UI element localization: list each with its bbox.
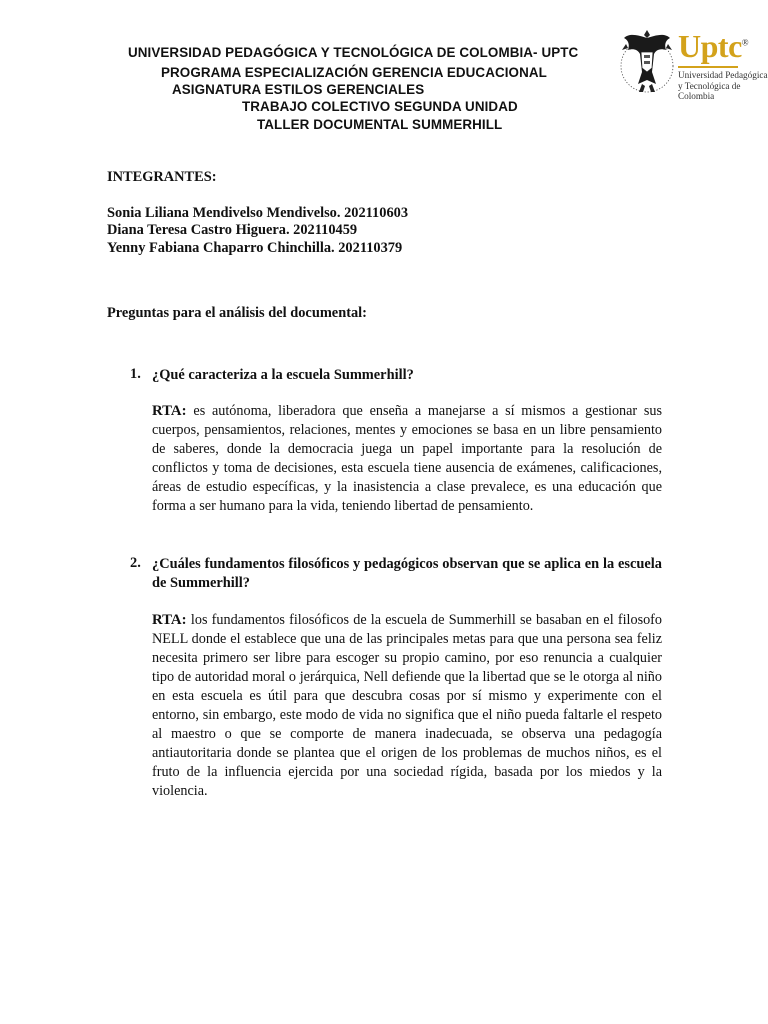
members-heading: INTEGRANTES: (107, 169, 217, 185)
eagle-seal-icon (618, 22, 676, 102)
member-2: Diana Teresa Castro Higuera. 202110459 (107, 222, 358, 238)
answer-1 (152, 402, 662, 516)
course-name: ASIGNATURA ESTILOS GERENCIALES (172, 82, 425, 97)
workshop-title: TALLER DOCUMENTAL SUMMERHILL (257, 117, 503, 132)
work-title: TRABAJO COLECTIVO SEGUNDA UNIDAD (242, 99, 518, 114)
uptc-logo (618, 22, 768, 102)
brand-text: Uptc (678, 28, 742, 64)
member-1: Sonia Liliana Mendivelso Mendivelso. 202110603 (107, 205, 409, 221)
answer-text: es autónoma, liberadora que enseña a manejarse a sí mismos a gestionar sus cuerpos, pensamientos, relaciones, mentes y emociones se basa en un libre pensamiento de saberes, donde la democracia juega un papel importante para la resolución de conflictos y toma de decisiones, esta escuela tiene ausencia de exámenes, calificaciones, áreas de estudio específicas, y la inasistencia a clase prevalece, es una educación que forma a ser humano para la vida, teniendo libertad de pensamiento. (152, 403, 662, 514)
brand-underline (678, 66, 738, 68)
member-3: Yenny Fabiana Chaparro Chinchilla. 202110379 (107, 240, 403, 256)
university-name: UNIVERSIDAD PEDAGÓGICA Y TECNOLÓGICA DE COLOMBIA- UPTC (128, 45, 579, 60)
question-text: ¿Cuáles fundamentos filosóficos y pedagógicos observan que se aplica en la escuela de Summerhill? (152, 556, 662, 591)
program-name: PROGRAMA ESPECIALIZACIÓN GERENCIA EDUCACIONAL (161, 65, 547, 80)
question-number: 1. (130, 366, 141, 382)
uptc-subtitle: Universidad Pedagógica y Tecnológica de Colombia (678, 70, 768, 101)
uptc-brand (678, 28, 748, 65)
question-number: 2. (130, 555, 141, 571)
answer-label: RTA: (152, 612, 191, 628)
questions-heading: Preguntas para el análisis del documental: (107, 305, 367, 321)
question-text: ¿Qué caracteriza a la escuela Summerhill? (152, 367, 414, 383)
registered-mark: ® (741, 37, 749, 48)
answer-label: RTA: (152, 403, 194, 419)
answer-2 (152, 611, 662, 801)
answer-text: los fundamentos filosóficos de la escuela de Summerhill se basaban en el filosofo NELL donde el establece que una de las principales metas para que una persona sea feliz necesita primero ser libre para escoger su propio camino, por eso renuncia a cualquier tipo de autoridad moral o jerárquica, Nell defiende que la libertad que se le otorga al niño en esta escuela es útil para que descubra cosas por sí mismo y experimente con el entorno, sin embargo, este modo de vida no significa que el niño pueda faltarle el respeto al maestro o que se comporte de manera inadecuada, se observa una pedagogía antiautoritaria donde se plantea que el origen de los problemas de muchos niños, es el fruto de la influencia ejercida por una sociedad rígida, basada por los miedos y la violencia. (152, 612, 663, 799)
